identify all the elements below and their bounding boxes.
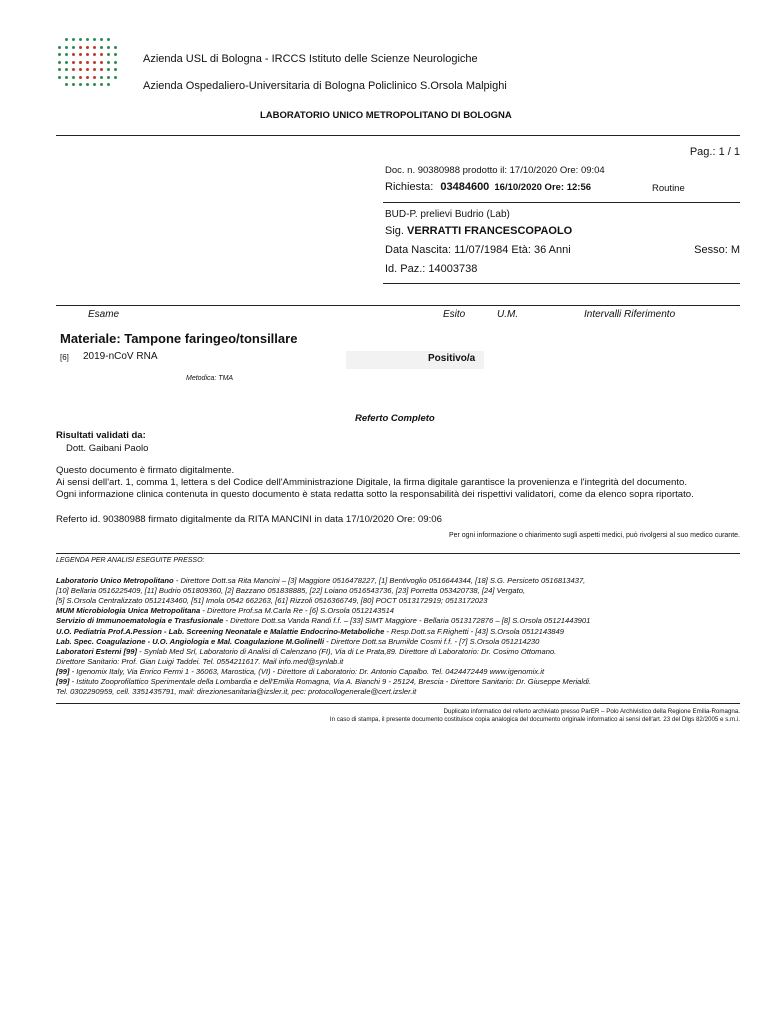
sex-info: Sesso: M — [694, 244, 740, 256]
legend-lab-details: Direttore Sanitario: Prof. Gian Luigi Taddei. Tel. 0554211617. Mail info.med@synlab.it — [56, 656, 344, 666]
report-status: Referto Completo — [355, 413, 435, 424]
logo-dot — [86, 68, 89, 71]
legend-lab-details: [10] Bellaria 0516225409, [11] Budrio 051809360, [2] Bazzano 051838885, [22] Loiano 0516543736, [23] Porretta 053420738, [24] Vergato, — [56, 586, 526, 596]
logo-dot — [86, 76, 89, 79]
logo-dot — [114, 53, 117, 56]
patient-prefix: Sig. — [385, 225, 404, 237]
legend-lab-details: - Direttore Dott.sa Rita Mancini – [3] Maggiore 0516478227, [1] Bentivoglio 0516644344, [18] S.G. Persiceto 0516813437, — [173, 576, 586, 585]
logo-dot — [65, 61, 68, 64]
legend-lab-name: Servizio di Immunoematologia e Trasfusionale — [56, 616, 224, 626]
legend-line — [56, 667, 544, 676]
legend-line — [56, 627, 564, 636]
legend-lab-details: - Igenomix Italy, Via Enrico Fermi 1 - 36063, Marostica, (VI) - Direttore di Laboratorio: Dr. Antonio Capalbo. Tel. 0424472449 www.igenomix.it — [69, 666, 545, 676]
legend-line — [56, 647, 556, 656]
legend-lab-name: Laboratori Esterni [99] — [56, 646, 138, 656]
logo-dot — [79, 83, 82, 86]
logo-dot — [65, 83, 68, 86]
logo-dot — [79, 38, 82, 41]
referto-id: Referto id. 90380988 firmato digitalmente da RITA MANCINI in data 17/10/2020 Ore: 09:06 — [56, 514, 442, 525]
legend-line — [56, 606, 394, 615]
logo-dot — [86, 53, 89, 56]
legend-lab-name: Lab. Spec. Coagulazione - U.O. Angiologia e Mal. Coagulazione M.Golinelli — [56, 636, 325, 646]
logo-dot — [107, 53, 110, 56]
legend-title: LEGENDA PER ANALISI ESEGUITE PRESSO: — [56, 557, 205, 564]
legend-line — [56, 677, 591, 686]
logo-dot — [114, 76, 117, 79]
richiesta-type: Routine — [652, 183, 685, 194]
logo-dot — [93, 53, 96, 56]
richiesta-line — [385, 181, 591, 193]
signature-statement — [56, 465, 694, 501]
footer-divider — [56, 703, 740, 704]
legend-line — [56, 596, 487, 605]
logo-dot — [72, 61, 75, 64]
legend-lab-name: [99] — [56, 666, 70, 676]
org-line-2: Azienda Ospedaliero-Universitaria di Bologna Policlinico S.Orsola Malpighi — [143, 80, 507, 92]
legend-lab-name: Laboratorio Unico Metropolitano — [56, 576, 174, 585]
test-result: Positivo/a — [428, 353, 476, 364]
logo-dot — [107, 38, 110, 41]
logo-dot — [58, 76, 61, 79]
logo-dot — [58, 46, 61, 49]
prelievo-location: BUD-P. prelievi Budrio (Lab) — [385, 209, 510, 220]
logo-dot — [86, 46, 89, 49]
info-note: Per ogni informazione o chiarimento sugli aspetti medici, può rivolgersi al suo medico curante. — [448, 532, 740, 539]
logo-dot — [107, 76, 110, 79]
legend-lab-name: [99] — [56, 677, 70, 686]
logo-dot — [100, 46, 103, 49]
legend-lab-details: - Direttore Dott.sa Vanda Randi f.f. – [33] SIMT Maggiore - Bellaria 0513172876 – [8] S.Orsola 05121443901 — [223, 616, 591, 626]
legend-lab-name: U.O. Pediatria Prof.A.Pession - Lab. Screening Neonatale e Malattie Endocrino-Metaboliche — [56, 626, 385, 636]
logo-dot — [93, 68, 96, 71]
col-esame: Esame — [88, 309, 120, 320]
logo-dot — [100, 61, 103, 64]
logo-dot — [107, 61, 110, 64]
logo-dot — [65, 76, 68, 79]
logo-dot — [79, 46, 82, 49]
logo-dot — [72, 38, 75, 41]
logo-dot — [58, 61, 61, 64]
richiesta-number: 03484600 — [440, 181, 490, 193]
logo-dot — [100, 68, 103, 71]
logo-dot — [114, 46, 117, 49]
richiesta-datetime: 16/10/2020 Ore: 12:56 — [494, 182, 592, 193]
logo-dot — [58, 68, 61, 71]
logo-dot — [65, 68, 68, 71]
logo-dot — [93, 76, 96, 79]
logo-dot — [72, 83, 75, 86]
logo-dot — [107, 46, 110, 49]
logo-dot — [72, 53, 75, 56]
logo-dot — [93, 46, 96, 49]
legend-line — [56, 616, 590, 625]
signature-line-3: Ogni informazione clinica contenuta in questo documento è stata redatta sotto la responsabilità dei rispettivi validatori, come da elenco sopra riportato. — [56, 489, 694, 500]
logo-dot — [79, 53, 82, 56]
logo-dot — [72, 68, 75, 71]
legend-lab-details: - Resp.Dott.sa F.Righetti - [43] S.Orsola 0512143849 — [384, 626, 564, 636]
header-divider — [56, 135, 740, 136]
legend-line — [56, 657, 343, 666]
col-um: U.M. — [497, 309, 519, 320]
patient-line — [385, 225, 572, 237]
logo-dot — [100, 83, 103, 86]
logo-dot — [86, 38, 89, 41]
logo-dot — [72, 46, 75, 49]
patient-id: Id. Paz.: 14003738 — [385, 263, 478, 275]
legend-lab-details: Tel. 0302290959, cell. 3351435791, mail: direzionesanitaria@izsler.it, pec: protocollogenerale@cert.izsler.it — [56, 687, 417, 697]
legend-lab-details: - Synlab Med Srl, Laboratorio di Analisi di Calenzano (FI), Via di Le Prata,89. Direttore di Laboratorio: Dr. Cosimo Ottomano. — [137, 646, 557, 656]
footer-line-2: In caso di stampa, il presente documento costituisce copia analogica del documento originale informatico ai sensi dell'art. 23 del Dlgs 82/2005 e s.m.i. — [329, 716, 740, 723]
logo-dot — [93, 38, 96, 41]
azienda-logo — [58, 38, 122, 92]
logo-dot — [79, 76, 82, 79]
logo-dot — [114, 61, 117, 64]
logo-dot — [107, 83, 110, 86]
logo-dot — [114, 68, 117, 71]
legend-lab-details: - Direttore Dott.sa Brumilde Cosmi f.f. - [7] S.Orsola 051214230 — [324, 636, 540, 646]
material-heading: Materiale: Tampone faringeo/tonsillare — [60, 331, 298, 346]
validation-label: Risultati validati da: — [56, 430, 146, 441]
logo-dot — [58, 53, 61, 56]
logo-dot — [79, 61, 82, 64]
logo-dot — [93, 61, 96, 64]
legend-line — [56, 576, 585, 585]
lab-title: LABORATORIO UNICO METROPOLITANO DI BOLOGNA — [260, 110, 512, 121]
patient-name: VERRATTI FRANCESCOPAOLO — [407, 225, 573, 237]
doc-number-line: Doc. n. 90380988 prodotto il: 17/10/2020 Ore: 09:04 — [385, 165, 605, 176]
legend-lab-details: - Direttore Prof.sa M.Carla Re - [6] S.Orsola 0512143514 — [200, 606, 395, 616]
legend-line — [56, 637, 539, 646]
logo-dot — [79, 68, 82, 71]
birth-info: Data Nascita: 11/07/1984 Età: 36 Anni — [385, 244, 571, 256]
signature-line-1: Questo documento è firmato digitalmente. — [56, 465, 235, 476]
richiesta-label: Richiesta: — [385, 181, 434, 193]
table-top-divider — [56, 305, 740, 306]
test-method: Metodica: TMA — [186, 375, 234, 382]
legend-divider — [56, 553, 740, 554]
logo-dot — [100, 53, 103, 56]
logo-dot — [86, 61, 89, 64]
validating-doctor: Dott. Gaibani Paolo — [66, 443, 149, 454]
legend-line — [56, 687, 416, 696]
col-intervalli: Intervalli Riferimento — [584, 309, 676, 320]
logo-dot — [65, 53, 68, 56]
signature-line-2: Ai sensi dell'art. 1, comma 1, lettera s del Codice dell'Amministrazione Digitale, la firma digitale garantisce la provenienza e l'integrità del documento. — [56, 477, 687, 488]
logo-dot — [100, 76, 103, 79]
info-divider — [383, 202, 740, 203]
legend-lab-name: MUM Microbiologia Unica Metropolitana — [56, 606, 201, 616]
test-code: [6] — [60, 353, 69, 362]
test-name: 2019-nCoV RNA — [83, 351, 158, 362]
logo-dot — [100, 38, 103, 41]
logo-dot — [86, 83, 89, 86]
info-bottom-divider — [383, 283, 740, 284]
logo-dot — [93, 83, 96, 86]
legend-lab-details: - Istituto Zooprofilattico Sperimentale della Lombardia e dell'Emilia Romagna, Via A. Bianchi 9 - 25124, Brescia - Direttore Sanitario: Dr. Giuseppe Merialdi. — [69, 677, 592, 686]
footer-line-1: Duplicato informatico del referto archiviato presso ParER – Polo Archivistico della Regione Emilia-Romagna. — [443, 708, 740, 715]
col-esito: Esito — [443, 309, 466, 320]
org-line-1: Azienda USL di Bologna - IRCCS Istituto delle Scienze Neurologiche — [143, 53, 478, 65]
logo-dot — [65, 46, 68, 49]
logo-dot — [72, 76, 75, 79]
logo-dot — [107, 68, 110, 71]
logo-dot — [65, 38, 68, 41]
page-number: Pag.: 1 / 1 — [689, 146, 740, 158]
legend-lab-details: [5] S.Orsola Centralizzato 0512143460, [51] Imola 0542 662263, [61] Rizzoli 0516366749, [80] POCT 0513172919; 0513172023 — [56, 596, 488, 606]
legend-line — [56, 586, 525, 595]
